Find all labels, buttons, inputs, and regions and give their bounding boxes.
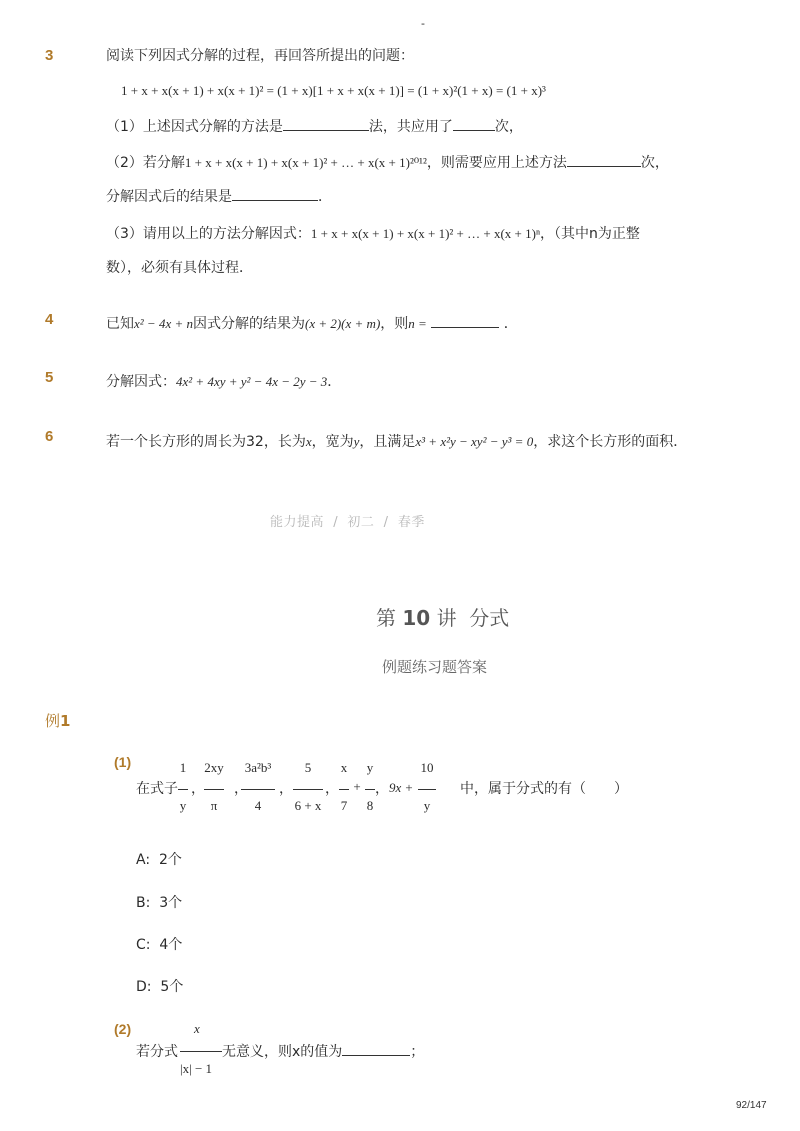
fraction-bar	[293, 789, 323, 790]
problem-3-q2-line2	[106, 187, 332, 207]
p6-var-y: y	[353, 434, 360, 449]
fraction-numerator: 10	[420, 760, 434, 775]
p4-text-b: 因式分解的结果为	[192, 316, 305, 332]
q1-text-b: 法，共应用了	[368, 119, 453, 135]
p6-text-d: ，求这个长方形的面积．	[533, 434, 688, 450]
q2-end: ；	[410, 1044, 425, 1060]
option-text: 4个	[159, 937, 183, 953]
separator-comma: ，	[325, 781, 339, 797]
fraction-numerator: 5	[304, 760, 312, 775]
p4-formula-1: x² − 4x + n	[134, 316, 193, 331]
answer-blank[interactable]	[283, 118, 369, 131]
problem-number-4: 4	[45, 311, 54, 328]
p6-formula: x³ + x²y − xy² − y³ = 0	[415, 434, 534, 449]
title-text-b: 讲 分式	[436, 606, 510, 630]
q1-tail: 中，属于分式的有（ ）	[460, 781, 628, 797]
fraction-denominator: π	[210, 798, 218, 813]
problem-3-q2	[106, 153, 669, 173]
separator-comma: ，	[375, 781, 389, 797]
fraction-bar	[178, 789, 188, 790]
lecture-title	[376, 602, 509, 631]
answer-blank[interactable]	[567, 154, 641, 167]
q2-frac-num: x	[194, 1021, 200, 1036]
example-label	[45, 710, 70, 731]
page-number: 92/147	[736, 1100, 767, 1111]
option-label: A:	[136, 852, 151, 868]
q2-text-b: ，则需要应用上述方法	[426, 155, 567, 171]
option-label: D:	[136, 979, 152, 995]
option-d[interactable]	[136, 977, 183, 997]
problem-4-text	[106, 314, 518, 334]
p6-text-a: 若一个长方形的周长为32，长为	[106, 434, 306, 450]
answer-blank[interactable]	[342, 1043, 410, 1056]
p5-formula: 4x² + 4xy + y² − 4x − 2y − 3	[176, 374, 328, 389]
fraction-denominator: y	[179, 798, 187, 813]
fraction-bar	[339, 789, 349, 790]
example-q1-number: (1)	[114, 754, 132, 770]
p6-text-c: ，且满足	[359, 434, 416, 450]
p5-text-b: ．	[327, 374, 342, 390]
problem-3-intro: 阅读下列因式分解的过程，再回答所提出的问题：	[106, 48, 414, 64]
q3-text-a: （3）请用以上的方法分解因式：	[106, 226, 311, 242]
q3-text-b: ，（其中n为正整	[540, 226, 640, 242]
fraction-numerator: y	[366, 760, 374, 775]
header-mark: -	[421, 17, 425, 30]
problem-3-q3-line2: 数），必须有具体过程．	[106, 260, 253, 276]
fraction-denominator: 8	[366, 798, 374, 813]
q2-tail	[222, 1042, 424, 1062]
q2-frac-den: |x| − 1	[180, 1061, 213, 1076]
problem-3-q1	[106, 117, 523, 137]
problem-3-q3	[106, 224, 640, 244]
q2-fraction-bar	[180, 1051, 222, 1052]
q2-text-c: 次，	[640, 155, 669, 171]
problem-5-text	[106, 372, 341, 392]
answer-blank[interactable]	[232, 188, 318, 201]
q1-text-c: 次，	[494, 119, 523, 135]
p6-var-x: x	[305, 434, 312, 449]
option-text: 5个	[160, 979, 184, 995]
p4-text-d: ．	[503, 316, 518, 332]
option-label: B:	[136, 895, 151, 911]
fraction-denominator: 4	[254, 798, 262, 813]
example-label-number: 1	[60, 712, 71, 730]
term-9x: 9x +	[389, 780, 414, 795]
title-number: 10	[402, 606, 431, 630]
problem-6-text	[106, 432, 687, 452]
p6-text-b: ，宽为	[311, 434, 354, 450]
fraction-denominator: y	[423, 798, 431, 813]
fraction-denominator: 6 + x	[294, 798, 322, 813]
problem-3-formula: 1 + x + x(x + 1) + x(x + 1)² = (1 + x)[1 + x + x(x + 1)] = (1 + x)²(1 + x) = (1 + x)³	[121, 83, 546, 98]
title-text-a: 第	[376, 606, 396, 630]
q1-lead: 在式子	[136, 781, 178, 797]
fraction-numerator: 1	[179, 760, 187, 775]
q2-tail-text: 无意义，则x的值为	[222, 1044, 343, 1060]
plus-sign: +	[353, 779, 361, 794]
page-footer-label: 能力提高 / 初二 / 春季	[270, 515, 425, 530]
q2-text-d: 分解因式后的结果是	[106, 189, 232, 205]
separator-comma: ，	[191, 781, 205, 797]
separator-comma: ，	[279, 781, 293, 797]
q2-text-e: ．	[318, 189, 332, 205]
answer-blank[interactable]	[453, 118, 495, 131]
fraction-denominator: 7	[340, 798, 348, 813]
p4-formula-3: n =	[408, 316, 427, 331]
fraction-numerator: 2xy	[204, 760, 224, 775]
fraction-numerator: 3a²b³	[244, 760, 272, 775]
fraction-bar	[365, 789, 375, 790]
fraction-bar	[418, 789, 436, 790]
lecture-subtitle: 例题练习题答案	[382, 658, 488, 676]
problem-number-3: 3	[45, 47, 54, 64]
option-text: 3个	[159, 895, 183, 911]
answer-blank[interactable]	[431, 315, 499, 328]
option-b[interactable]	[136, 893, 182, 913]
option-c[interactable]	[136, 935, 182, 955]
problem-number-5: 5	[45, 369, 54, 386]
p5-text-a: 分解因式：	[106, 374, 176, 390]
option-label: C:	[136, 937, 151, 953]
option-a[interactable]	[136, 850, 182, 870]
p4-text-c: ，则	[380, 316, 409, 332]
q1-text-a: （1）上述因式分解的方法是	[106, 119, 283, 135]
fraction-numerator: x	[340, 760, 348, 775]
fraction-bar	[204, 789, 224, 790]
p4-formula-2: (x + 2)(x + m)	[304, 316, 381, 331]
option-text: 2个	[158, 852, 182, 868]
example-label-text: 例	[45, 712, 61, 730]
separator-comma: ，	[234, 781, 248, 797]
problem-number-6: 6	[45, 428, 54, 445]
q2-text-a: （2）若分解	[106, 155, 185, 171]
q3-formula: 1 + x + x(x + 1) + x(x + 1)² + … + x(x + 1)ⁿ	[310, 226, 541, 241]
example-q2-number: (2)	[114, 1021, 132, 1037]
p4-text-a: 已知	[106, 316, 134, 332]
q2-lead: 若分式	[136, 1044, 178, 1060]
q2-formula: 1 + x + x(x + 1) + x(x + 1)² + … + x(x + 1)²⁰¹²	[184, 155, 427, 170]
